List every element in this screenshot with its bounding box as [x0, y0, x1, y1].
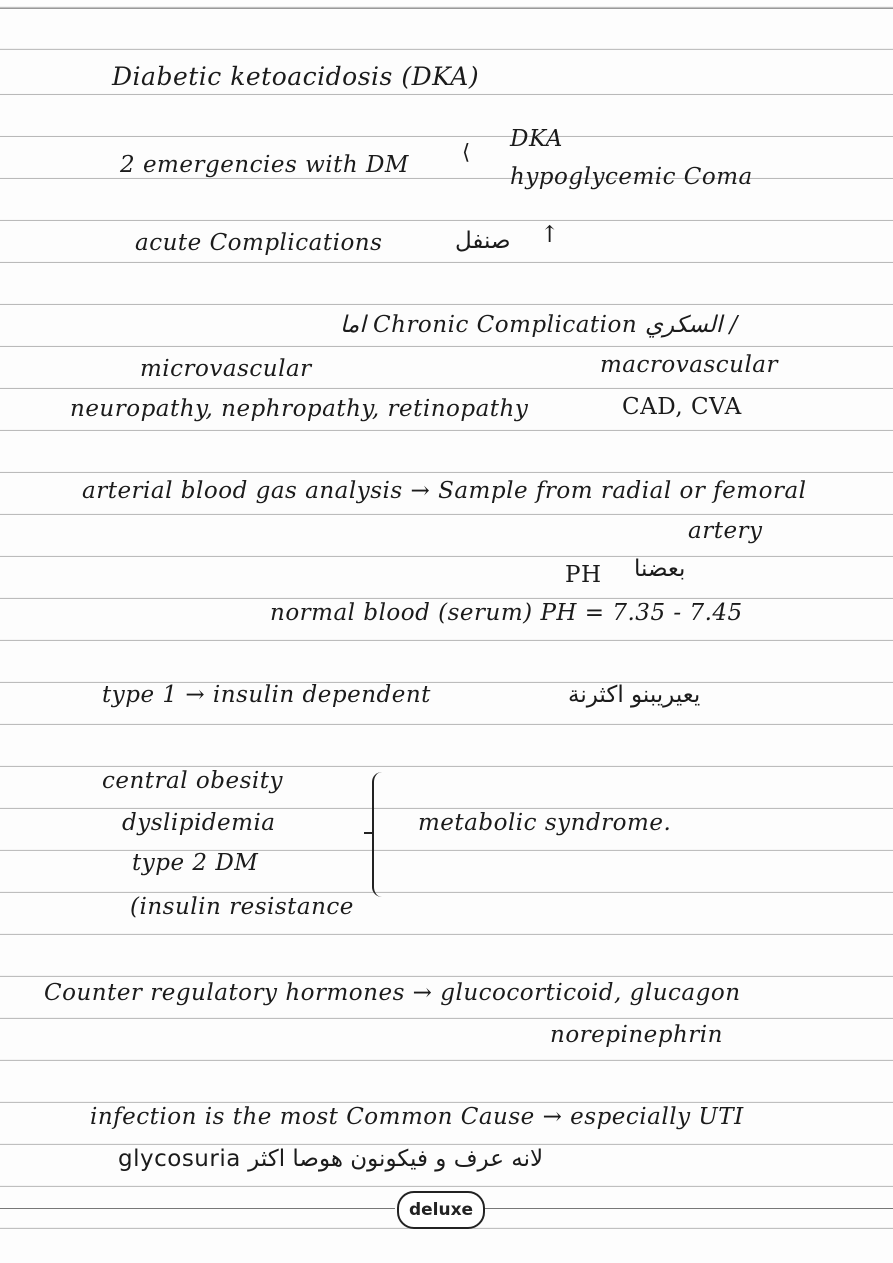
macro-heading: macrovascular — [600, 352, 779, 378]
chronic-complications: اما Chronic Complication السكري / — [340, 312, 738, 338]
metabolic-item-3: type 2 DM — [132, 850, 259, 876]
footer-rule-left — [0, 1208, 395, 1209]
micro-heading: microvascular — [140, 356, 312, 382]
curly-brace-tip — [364, 832, 374, 834]
up-arrow-icon: ↑ — [540, 222, 560, 248]
abg-continued: artery — [688, 518, 763, 544]
type1-arabic: يعيريبنو اكثرنة — [568, 682, 701, 708]
metabolic-item-1: central obesity — [102, 768, 283, 794]
curly-brace — [372, 772, 386, 897]
infection-arabic: لانه عرف و فيكونون هوصا اكثر glycosuria — [118, 1146, 544, 1172]
metabolic-label: metabolic syndrome. — [418, 810, 672, 836]
infection-line: infection is the most Common Cause → especially UTI — [90, 1104, 744, 1130]
micro-items: neuropathy, nephropathy, retinopathy — [70, 396, 529, 422]
emergency-hypoglycemic: hypoglycemic Coma — [510, 164, 753, 190]
counter-line: Counter regulatory hormones → glucocorticoid, glucagon — [44, 980, 741, 1006]
brand-logo: deluxe — [397, 1191, 485, 1229]
type1-line: type 1 → insulin dependent — [102, 682, 431, 708]
emergencies-lead: 2 emergencies with DM — [120, 152, 409, 178]
acute-complications: acute Complications — [135, 230, 383, 256]
metabolic-item-4: (insulin resistance — [130, 894, 354, 920]
acute-arabic: صنفل — [455, 228, 511, 254]
abg-line: arterial blood gas analysis → Sample from radial or femoral — [82, 478, 807, 504]
ph-arabic: بعضنا — [634, 556, 686, 582]
emergency-dka: DKA — [510, 126, 563, 152]
macro-items: CAD, CVA — [622, 394, 742, 420]
branch-arrows: ⟨ — [462, 140, 471, 164]
top-rule — [0, 8, 893, 9]
counter-continued: norepinephrin — [550, 1022, 723, 1048]
footer-rule-right — [483, 1208, 893, 1209]
note-title: Diabetic ketoacidosis (DKA) — [112, 62, 480, 91]
metabolic-item-2: dyslipidemia — [122, 810, 276, 836]
normal-ph: normal blood (serum) PH = 7.35 - 7.45 — [270, 600, 743, 626]
ph-label: PH — [565, 562, 602, 588]
